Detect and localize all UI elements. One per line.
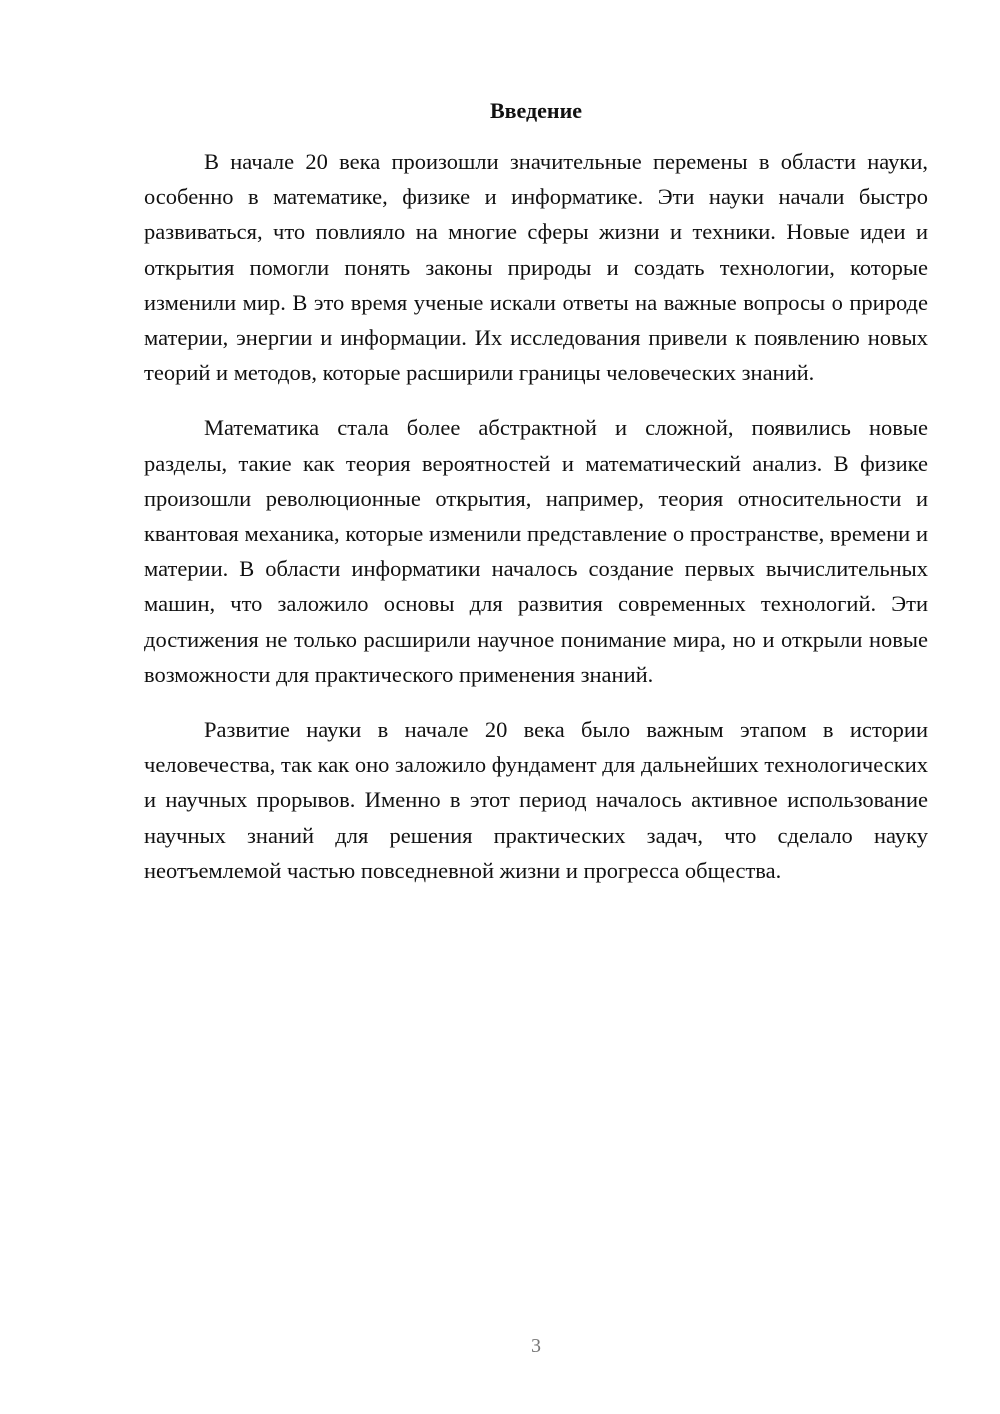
page-content	[144, 94, 928, 908]
section-heading: Введение	[489, 98, 583, 123]
paragraph-1: В начале 20 века произошли значительные перемены в области науки, особенно в математике, физике и информатике. Эти науки начали быстро развиваться, что повлияло на многие сферы жизни и техники. Новые идеи и открытия помогли понять законы природы и создать технологии, которые изменили мир. В это время ученые искали ответы на важные вопросы о природе материи, энергии и информации. Их исследования привели к появлению новых теорий и методов, которые расширили границы человеческих знаний.	[144, 149, 928, 386]
paragraph-3: Развитие науки в начале 20 века было важным этапом в истории человечества, так как оно заложило фундамент для дальнейших технологических и научных прорывов. Именно в этот период началось активное использование научных знаний для решения практических задач, что сделало науку неотъемлемой частью повседневной жизни и прогресса общества.	[144, 717, 928, 883]
paragraph-2: Математика стала более абстрактной и сложной, появились новые разделы, такие как теория вероятностей и математический анализ. В физике произошли революционные открытия, например, теория относительности и квантовая механика, которые изменили представление о пространстве, времени и материи. В области информатики началось создание первых вычислительных машин, что заложило основы для развития современных технологий. Эти достижения не только расширили научное понимание мира, но и открыли новые возможности для практического применения знаний.	[144, 415, 928, 687]
page-number: 3	[531, 1335, 541, 1357]
